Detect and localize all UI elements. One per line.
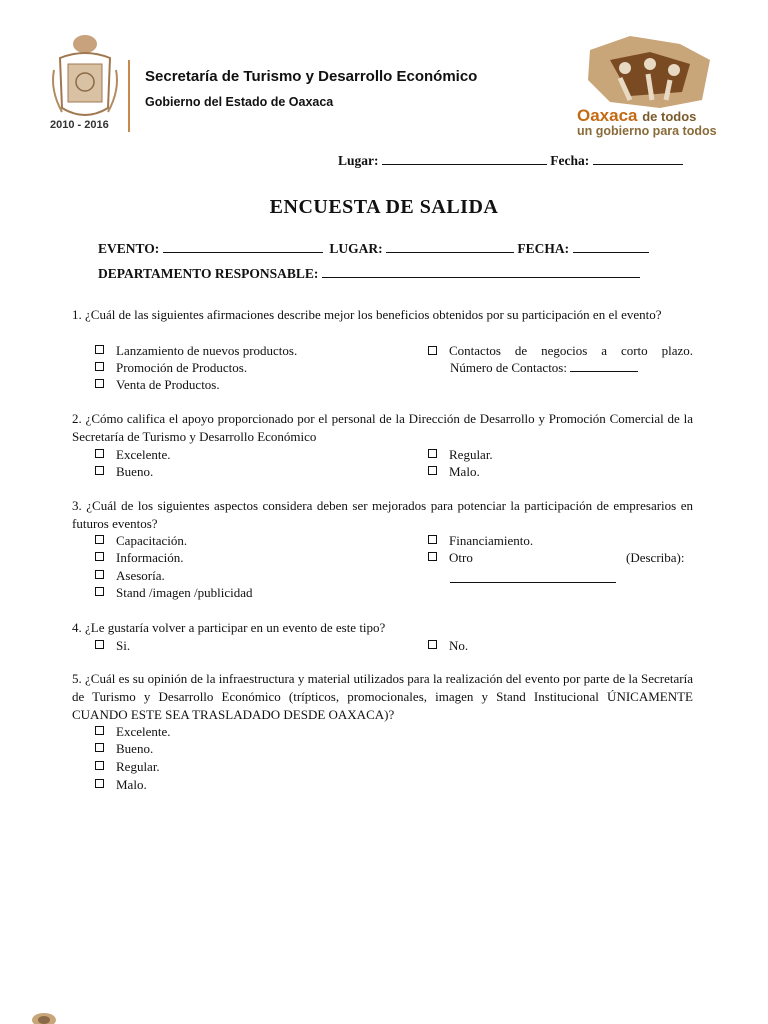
question-3: 3. ¿Cuál de los siguientes aspectos considera deben ser mejorados para potenciar la participación de empresarios en futuros eventos? [72, 498, 693, 531]
fecha-blank[interactable] [593, 152, 683, 165]
question-2: 2. ¿Cómo califica el apoyo proporcionado por el personal de la Dirección de Desarrollo y Promoción Comercial de la Secretaría de Turismo y Desarrollo Económico [72, 411, 693, 444]
checkbox[interactable] [95, 362, 104, 371]
q5-option-2[interactable]: Bueno. [95, 740, 153, 757]
q3-option-5[interactable]: Financiamiento. [428, 532, 533, 549]
checkbox[interactable] [428, 535, 437, 544]
q2-option-4[interactable]: Malo. [428, 463, 480, 480]
q3-describa-label: (Describa): [626, 550, 685, 565]
q5-option-4[interactable]: Malo. [95, 776, 147, 793]
q3-option-6[interactable]: Otro [428, 549, 473, 566]
checkbox[interactable] [95, 761, 104, 770]
q3-describa-blank[interactable] [450, 570, 616, 583]
lugar-label: Lugar: [338, 153, 379, 168]
contacts-blank[interactable] [570, 359, 638, 372]
place-date-line [338, 152, 683, 169]
brand-slogan: un gobierno para todos [577, 124, 717, 138]
brand-main-text: Oaxaca [577, 106, 638, 125]
q3-option-1[interactable]: Capacitación. [95, 532, 187, 549]
q4-option-1[interactable]: Si. [95, 637, 130, 654]
footer-seal-icon [30, 1008, 58, 1024]
evento-label: EVENTO: [98, 241, 160, 256]
q3-option-2[interactable]: Información. [95, 549, 184, 566]
evento-fecha-label: FECHA: [517, 241, 570, 256]
q5-option-3[interactable]: Regular. [95, 758, 160, 775]
checkbox[interactable] [95, 535, 104, 544]
q5-option-1[interactable]: Excelente. [95, 723, 171, 740]
fecha-label: Fecha: [550, 153, 590, 168]
checkbox[interactable] [95, 726, 104, 735]
checkbox[interactable] [95, 640, 104, 649]
checkbox[interactable] [95, 743, 104, 752]
brand-de-text: de todos [642, 109, 697, 124]
departamento-line [98, 265, 640, 282]
question-5: 5. ¿Cuál es su opinión de la infraestructura y material utilizados para la realización del evento por parte de la Secretaría de Turismo y Desarrollo Económico (trípticos, promocionales, imagen y Stand Institucional ÚNICAMENTE CUANDO ESTE SEA TRASLADADO DESDE OAXACA)? [72, 671, 693, 722]
checkbox[interactable] [428, 640, 437, 649]
brand-name [577, 106, 696, 126]
checkbox[interactable] [95, 379, 104, 388]
checkbox[interactable] [95, 779, 104, 788]
q1-option-1[interactable]: Lanzamiento de nuevos productos. [95, 342, 297, 359]
departamento-label: DEPARTAMENTO RESPONSABLE: [98, 266, 319, 281]
q2-option-3[interactable]: Regular. [428, 446, 493, 463]
evento-blank[interactable] [163, 240, 323, 253]
evento-lugar-blank[interactable] [386, 240, 514, 253]
evento-lugar-label: LUGAR: [329, 241, 383, 256]
checkbox[interactable] [95, 570, 104, 579]
state-seal-logo [48, 30, 122, 130]
question-4: 4. ¿Le gustaría volver a participar en un evento de este tipo? [72, 620, 386, 635]
checkbox[interactable] [95, 345, 104, 354]
q4-option-2[interactable]: No. [428, 637, 468, 654]
contacts-label: Número de Contactos: [450, 360, 567, 375]
q1-contacts-line [450, 359, 638, 376]
years-label: 2010 - 2016 [50, 119, 109, 131]
checkbox[interactable] [95, 449, 104, 458]
checkbox[interactable] [95, 587, 104, 596]
checkbox[interactable] [95, 552, 104, 561]
checkbox[interactable] [428, 552, 437, 561]
header-title: Secretaría de Turismo y Desarrollo Económico [145, 68, 478, 85]
q2-option-2[interactable]: Bueno. [95, 463, 153, 480]
page-title: ENCUESTA DE SALIDA [269, 196, 499, 218]
q1-option-4[interactable]: Contactos de negocios a corto plazo. [428, 342, 693, 359]
header-divider [128, 60, 130, 132]
question-1: 1. ¿Cuál de las siguientes afirmaciones describe mejor los beneficios obtenidos por su participación en el evento? [72, 307, 662, 322]
lugar-blank[interactable] [382, 152, 547, 165]
q3-option-3[interactable]: Asesoría. [95, 567, 165, 584]
q3-option-4[interactable]: Stand /imagen /publicidad [95, 584, 252, 601]
departamento-blank[interactable] [322, 265, 640, 278]
checkbox[interactable] [428, 346, 437, 355]
evento-fecha-blank[interactable] [573, 240, 649, 253]
checkbox[interactable] [428, 466, 437, 475]
checkbox[interactable] [95, 466, 104, 475]
checkbox[interactable] [428, 449, 437, 458]
header-subtitle: Gobierno del Estado de Oaxaca [145, 95, 334, 109]
event-fields-line [98, 240, 649, 257]
q1-option-3[interactable]: Venta de Productos. [95, 376, 220, 393]
q1-option-2[interactable]: Promoción de Productos. [95, 359, 247, 376]
q2-option-1[interactable]: Excelente. [95, 446, 171, 463]
